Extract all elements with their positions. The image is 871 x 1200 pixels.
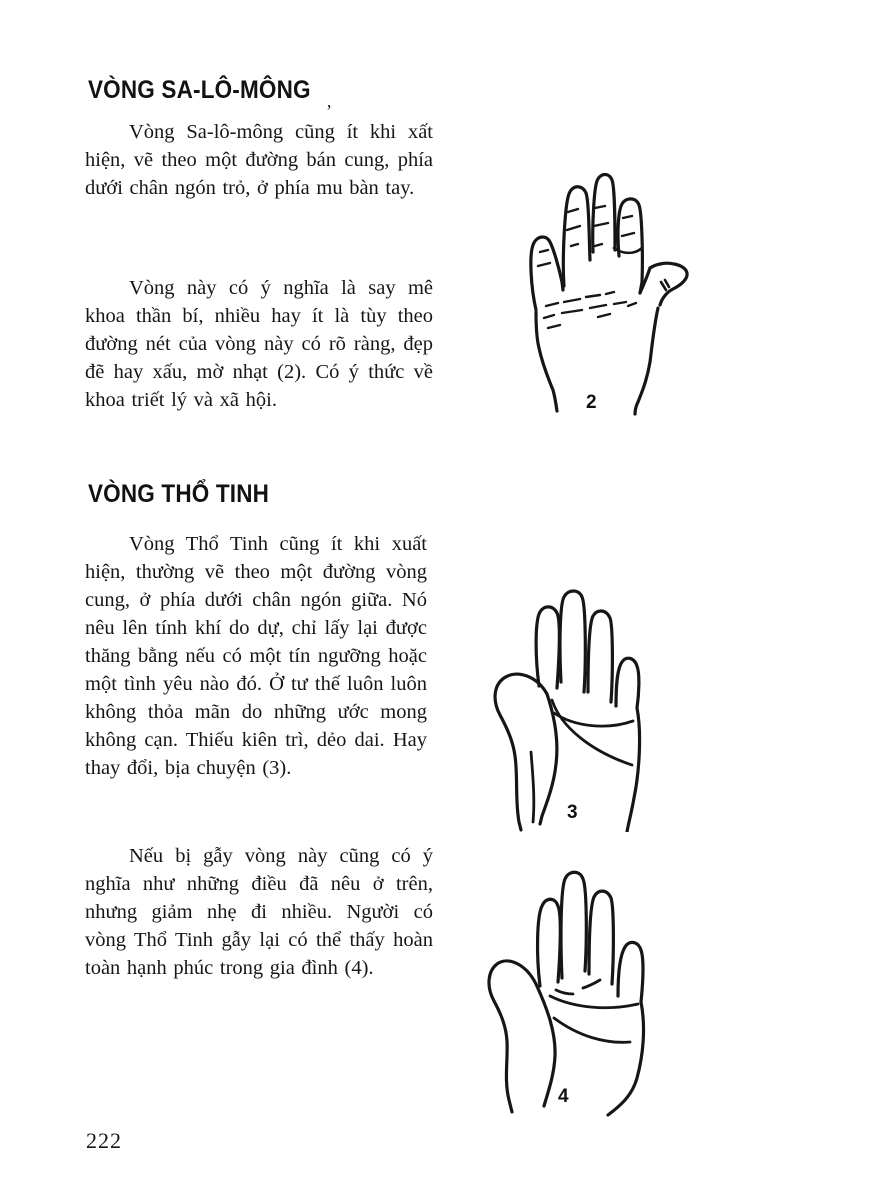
paragraph-saturn-broken-ring: Nếu bị gẫy vòng này cũng có ý nghĩa như những điều đã nêu ở trên, nhưng giảm nhẹ đi nhiều. Người có vòng Thổ Tinh gẫy lại có thể thấy hoàn toàn hạnh phúc trong gia đình (4).: [85, 845, 433, 979]
hand-figure-3: [455, 572, 725, 832]
paragraph-solomon-meaning: Vòng này có ý nghĩa là say mê khoa thần bí, nhiều hay ít là tùy theo đường nét của vòng này có rõ ràng, đẹp đẽ hay xấu, mờ nhạt (2). Có ý thức về khoa triết lý và xã hội.: [85, 277, 433, 411]
hand-back-ring-of-solomon-icon: [498, 156, 720, 424]
hand-figure-2: [498, 156, 720, 424]
hand-palm-broken-ring-of-saturn-icon: [450, 856, 730, 1118]
section-heading-ring-of-saturn: VÒNG THỔ TINH: [88, 480, 270, 508]
figure-label: 2: [586, 392, 597, 413]
paragraph-solomon-description: Vòng Sa-lô-mông cũng ít khi xất hiện, vẽ theo một đường bán cung, phía dưới chân ngón trỏ, ở phía mu bàn tay.: [85, 121, 433, 199]
section-heading-ring-of-solomon: VÒNG SA-LÔ-MÔNG: [88, 76, 311, 104]
page-number: 222: [86, 1128, 122, 1153]
paragraph-saturn-description: Vòng Thổ Tinh cũng ít khi xuất hiện, thường vẽ theo một đường vòng cung, ở phía dưới chân ngón giữa. Nó nêu lên tính khí do dự, chỉ lấy lại được thăng bằng nếu có một tín ngưỡng hoặc một tình yêu nào đó. Ở tư thế luôn luôn không thỏa mãn do những ước mong không cạn. Thiếu kiên trì, dẻo dai. Hay thay đổi, bịa chuyện (3).: [85, 533, 427, 779]
figure-label: 4: [558, 1086, 569, 1107]
hand-palm-ring-of-saturn-icon: [455, 572, 725, 832]
figure-label: 3: [567, 802, 578, 823]
scan-artifact-mark: ’: [326, 101, 332, 121]
hand-figure-4: [450, 856, 730, 1118]
